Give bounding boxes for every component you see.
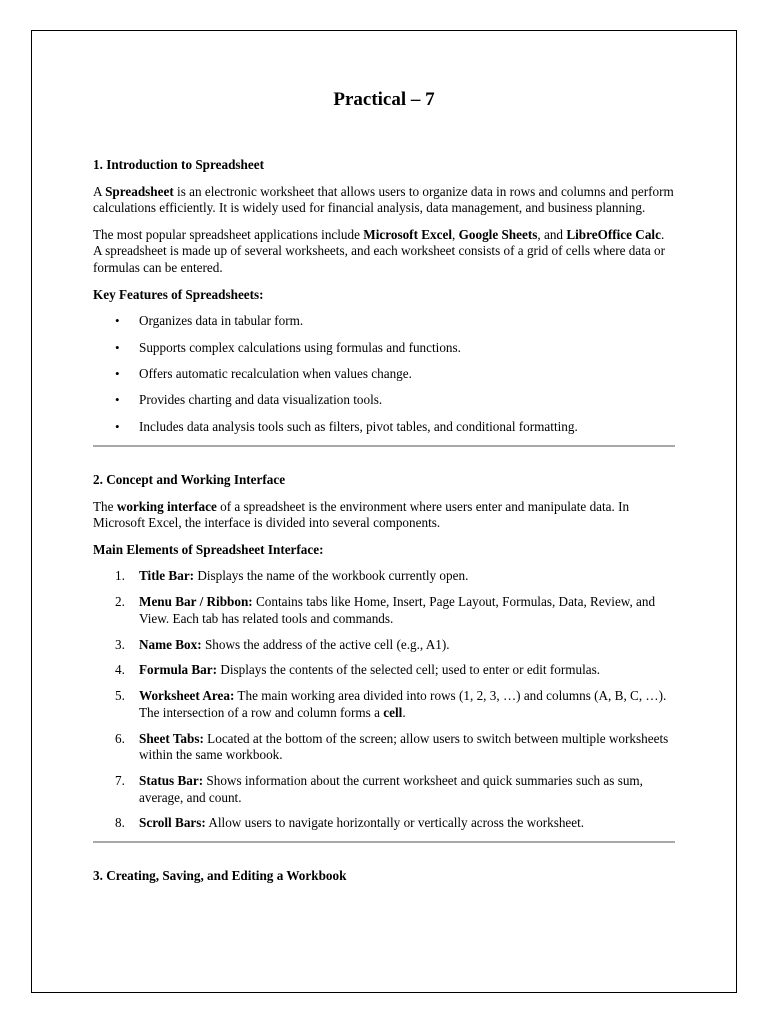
list-item	[93, 731, 675, 764]
text-run: The most popular spreadsheet applications include	[93, 226, 364, 242]
list-item-text: Provides charting and data visualization tools.	[139, 392, 383, 408]
list-item-text: Shows the address of the active cell (e.g., A1).	[201, 636, 450, 652]
paragraph	[93, 184, 675, 217]
list-item-text: Displays the contents of the selected cell; used to enter or edit formulas.	[217, 662, 601, 678]
section-interface	[93, 472, 675, 832]
bold-term: Worksheet Area:	[139, 688, 235, 704]
bullet-icon: •	[115, 392, 120, 408]
section-workbook	[93, 868, 675, 885]
list-item-text: Includes data analysis tools such as filters, pivot tables, and conditional formatting.	[139, 418, 578, 434]
list-item-text: Organizes data in tabular form.	[139, 313, 304, 329]
list-item	[93, 392, 675, 409]
bold-term: Microsoft Excel	[363, 226, 453, 242]
list-item-text: Contains tabs like Home, Insert, Page Layout, Formulas, Data, Review, and View. Each tab has related tools and commands.	[139, 594, 656, 626]
bullet-icon: •	[115, 365, 120, 381]
list-item	[93, 594, 675, 627]
section-heading: 1. Introduction to Spreadsheet	[93, 157, 264, 172]
bold-term: Scroll Bars:	[139, 815, 206, 831]
list-number: 7.	[115, 772, 125, 788]
list-number: 4.	[115, 662, 125, 678]
text-run: The	[93, 498, 117, 514]
bold-term: cell	[383, 704, 403, 720]
list-item	[93, 662, 675, 679]
text-run: . A spreadsheet is made up of several worksheets, and each worksheet consists of a grid of cells where data or formulas can be entered.	[93, 226, 666, 275]
bold-term: Title Bar:	[139, 568, 195, 584]
subheading: Main Elements of Spreadsheet Interface:	[93, 541, 324, 557]
bullet-icon: •	[115, 418, 120, 434]
list-item	[93, 688, 675, 721]
list-number: 6.	[115, 730, 125, 746]
list-number: 3.	[115, 636, 125, 652]
bold-term: working interface	[116, 498, 217, 514]
list-number: 2.	[115, 594, 125, 610]
bold-term: Name Box:	[139, 636, 202, 652]
list-item-text: Located at the bottom of the screen; allow users to switch between multiple worksheets within the same workbook.	[139, 730, 669, 763]
document-body	[93, 84, 675, 895]
list-item	[93, 419, 675, 436]
list-item	[93, 637, 675, 654]
page-title: Practical – 7	[333, 89, 435, 110]
list-number: 1.	[115, 568, 125, 584]
features-list	[93, 313, 675, 435]
section-introduction	[93, 157, 675, 435]
text-run: , and	[537, 226, 567, 242]
text-run: ,	[452, 226, 459, 242]
list-number: 8.	[115, 815, 125, 831]
paragraph	[93, 499, 675, 532]
subheading: Key Features of Spreadsheets:	[93, 286, 264, 302]
bullet-icon: •	[115, 339, 120, 355]
list-item-text: The main working area divided into rows (1, 2, 3, …) and columns (A, B, C, …). The intersection of a row and column forms a	[139, 688, 667, 720]
text-run: is an electronic worksheet that allows users to organize data in rows and columns and perform calculations efficiently. It is widely used for financial analysis, data management, and business planning.	[93, 183, 674, 216]
elements-list	[93, 568, 675, 831]
bold-term: Menu Bar / Ribbon:	[139, 594, 253, 610]
text-run: .	[402, 704, 406, 720]
text-run: of a spreadsheet is the environment where users enter and manipulate data. In Microsoft Excel, the interface is divided into several components.	[93, 498, 630, 531]
list-item	[93, 568, 675, 585]
bold-term: Status Bar:	[139, 772, 204, 788]
bold-term: LibreOffice Calc	[566, 226, 661, 242]
list-item	[93, 313, 675, 330]
list-item	[93, 340, 675, 357]
text-run: A	[93, 183, 106, 199]
bold-term: Formula Bar:	[139, 662, 218, 678]
list-item-text: Supports complex calculations using formulas and functions.	[139, 339, 461, 355]
section-heading: 3. Creating, Saving, and Editing a Workbook	[93, 868, 347, 884]
list-item	[93, 815, 675, 832]
list-item	[93, 366, 675, 383]
list-item-text: Shows information about the current worksheet and quick summaries such as sum, average, and count.	[139, 772, 643, 805]
list-item-text: Allow users to navigate horizontally or vertically across the worksheet.	[205, 815, 585, 831]
list-item-text: Displays the name of the workbook currently open.	[194, 568, 469, 584]
bullet-icon: •	[115, 313, 120, 329]
list-item	[93, 773, 675, 806]
paragraph	[93, 227, 675, 277]
section-divider	[93, 445, 675, 447]
list-item-text: Offers automatic recalculation when values change.	[139, 365, 412, 381]
section-divider	[93, 841, 675, 843]
bold-term: Sheet Tabs:	[139, 730, 204, 746]
list-number: 5.	[115, 688, 125, 704]
section-heading: 2. Concept and Working Interface	[93, 472, 286, 488]
bold-term: Spreadsheet	[105, 183, 174, 199]
bold-term: Google Sheets	[458, 226, 538, 242]
